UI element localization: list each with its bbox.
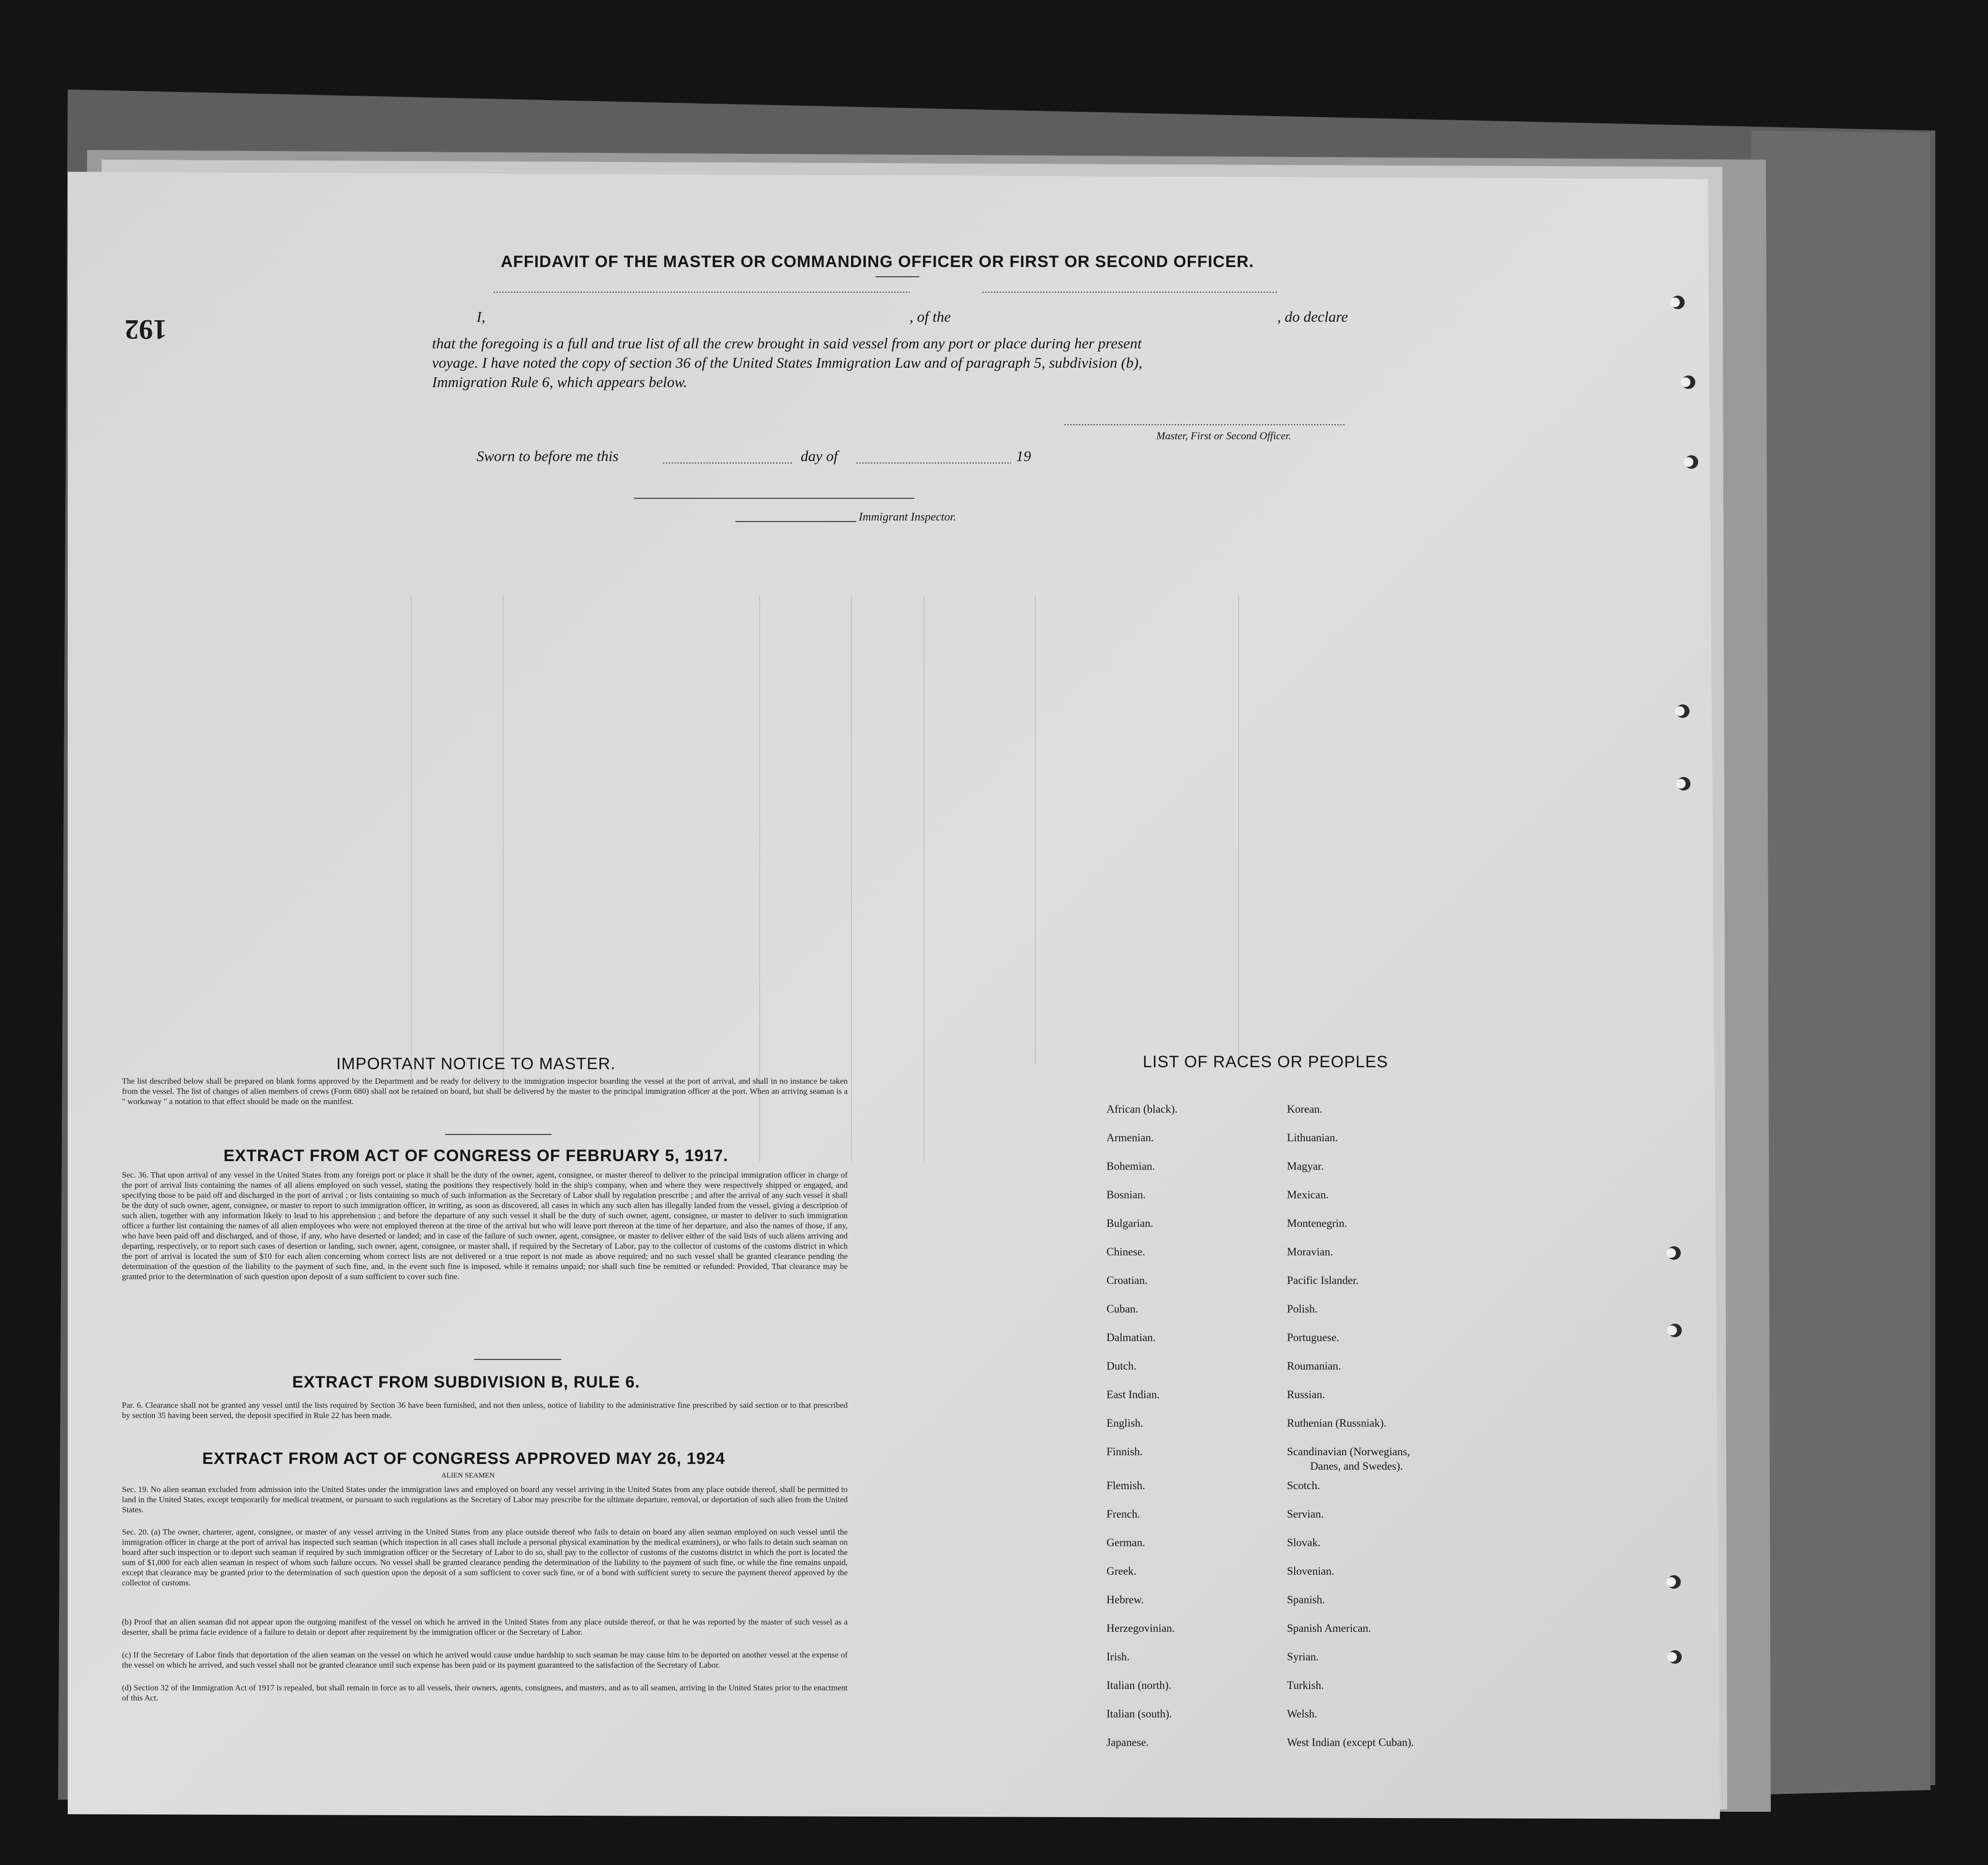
extract-1924-sec20d: (d) Section 32 of the Immigration Act of 1917 is repealed, but shall remain in force as to all vessels, their owners, agents, consignees, and masters, and as to all seamen, arriving in the United States prior to the enactment of this Act. (122, 1683, 848, 1702)
race-item: Italian (north). (1106, 1679, 1172, 1691)
race-item: Russian. (1287, 1388, 1325, 1401)
race-item: German. (1106, 1537, 1145, 1549)
race-item: Portuguese. (1287, 1331, 1339, 1343)
race-item: Croatian. (1106, 1274, 1148, 1286)
race-item: African (black). (1106, 1103, 1178, 1115)
affidavit-do-declare: , do declare (1277, 308, 1348, 325)
race-item: Danes, and Swedes). (1310, 1460, 1403, 1472)
signature-label: Master, First or Second Officer. (1156, 430, 1291, 442)
affidavit-of-the: , of the (910, 308, 951, 325)
extract-1924-sec20a: Sec. 20. (a) The owner, charterer, agent, consignee, or master of any vessel arriving in the United States from any place outside thereof who fails to detain on board any alien seaman employed on such vessel until the immigration officer in charge at the port of arrival has inspected such seaman (which inspection in all cases shall include a personal physical examination by the medical examiners), or who fails to detain such seaman on board after such inspection or to deport such seaman if required by such immigration officer or the Secretary of Labor to do so, shall pay to the collector of customs of the customs district in which the port is located the sum of $1,000 for each alien seaman in respect of whom such failure occurs. No vessel shall be granted clearance pending the determination of the liability to the payment of such fine, or while the fine remains unpaid, except that clearance may be granted prior to the determination of such question upon the deposit of a sum sufficient to cover such fine, or of a bond with sufficient surety to secure the payment thereof approved by the collector of customs. (122, 1527, 848, 1587)
race-item: Scotch. (1287, 1479, 1320, 1492)
race-item: Welsh. (1287, 1708, 1317, 1720)
race-item: Dutch. (1106, 1360, 1136, 1372)
race-item: Magyar. (1287, 1160, 1324, 1172)
race-item: Polish. (1287, 1303, 1318, 1315)
affidavit-line-2: voyage. I have noted the copy of section 36 of the United States Immigration Law and of paragraph 5, subdivision (b), (432, 354, 1142, 371)
race-item: Armenian. (1106, 1132, 1154, 1144)
race-item: Bosnian. (1106, 1189, 1146, 1201)
race-item: Korean. (1287, 1103, 1323, 1115)
races-title: LIST OF RACES OR PEOPLES (1143, 1053, 1389, 1071)
race-item: Moravian. (1287, 1246, 1333, 1258)
race-item: Finnish. (1106, 1446, 1143, 1458)
race-item: Flemish. (1106, 1479, 1145, 1492)
race-item: Spanish American. (1287, 1622, 1371, 1634)
race-item: English. (1106, 1417, 1144, 1429)
race-item: Bohemian. (1106, 1160, 1155, 1172)
race-item: Bulgarian. (1106, 1217, 1153, 1229)
race-item: Dalmatian. (1106, 1331, 1156, 1343)
race-item: Scandinavian (Norwegians, (1287, 1446, 1410, 1458)
race-item: Montenegrin. (1287, 1217, 1347, 1229)
race-item: Syrian. (1287, 1651, 1319, 1663)
notice-title: IMPORTANT NOTICE TO MASTER. (336, 1055, 616, 1073)
race-item: Italian (south). (1106, 1708, 1172, 1720)
extract-1917-title: EXTRACT FROM ACT OF CONGRESS OF FEBRUARY 5, 1917. (224, 1147, 729, 1165)
race-item: East Indian. (1106, 1388, 1160, 1401)
inspector-label: Immigrant Inspector. (859, 511, 957, 523)
extract-1924-title: EXTRACT FROM ACT OF CONGRESS APPROVED MAY 26, 1924 (202, 1449, 725, 1468)
race-item: Hebrew. (1106, 1594, 1144, 1606)
extract-1924-sec20b: (b) Proof that an alien seaman did not appear upon the outgoing manifest of the vessel on which he arrived in the United States from any place outside thereof, or that he was reported by the master of such vessel as a deserter, shall be prima facie evidence of a failure to detain or deport after requirement by the immigration officer or the Secretary of Labor. (122, 1617, 848, 1637)
notice-body: The list described below shall be prepared on blank forms approved by the Department and be ready for delivery to the immigration inspector boarding the vessel at the port of arrival, and shall in no instance be taken from the vessel. The list of changes of alien members of crews (Form 680) shall not be retained on board, but shall be delivered by the master to the principal immigration officer at the port. When an arriving seaman is a " workaway " a notation to that effect should be made on the manifest. (122, 1076, 848, 1106)
affidavit-i: I, (477, 308, 486, 325)
race-item: Lithuanian. (1287, 1132, 1338, 1144)
day-of-label: day of (801, 448, 838, 464)
race-item: Servian. (1287, 1508, 1324, 1520)
race-item: Herzegovinian. (1106, 1622, 1175, 1634)
affidavit-line-3: Immigration Rule 6, which appears below. (432, 373, 688, 390)
extract-1924-sec19: Sec. 19. No alien seaman excluded from admission into the United States under the immigration laws and employed on board any vessel arriving in the United States from any place outside thereof, shall be permitted to land in the United States, except temporarily for medical treatment, or pursuant to such regulations as the Secretary of Labor may prescribe for the ultimate departure, removal, or deportation of such alien from the United States. (122, 1485, 848, 1514)
race-item: Roumanian. (1287, 1360, 1341, 1372)
year-label: 19 (1016, 448, 1031, 464)
race-item: Slovenian. (1287, 1565, 1334, 1577)
race-item: Chinese. (1106, 1246, 1145, 1258)
affidavit-line-1: that the foregoing is a full and true list of all the crew brought in said vessel from any port or place during her present (432, 335, 1142, 352)
extract-1917-body: Sec. 36. That upon arrival of any vessel in the United States from any foreign port or place it shall be the duty of the owner, agent, consignee, or master thereof to deliver to the principal immigration officer in charge of the port of arrival lists containing the names of all aliens employed on such vessel, stating the positions they respectively hold in the ship's company, when and where they were respectively shipped or engaged, and specifying those to be paid off and discharged in the port of arrival ; or lists containing so much of such information as the Secretary of Labor shall by regulation prescribe ; and after the arrival of any such vessel it shall be the duty of such owner, agent, consignee, or master to report to such immigration officer, in writing, as soon as discovered, all cases in which any such alien has illegally landed from the vessel, giving a description of such alien, together with any information likely to lead to his apprehension ; and before the departure of any such vessel it shall be the duty of such owner, agent, consignee, or master to deliver to such immigration officer a further list containing the names of all alien employees who were not employed thereon at the time of the arrival but who will leave port thereon at the time of her departure, and also the names of those, if any, who have been paid off and discharged, and of those, if any, who have deserted or landed; and in case of the failure of such owner, agent, consignee, or master to deliver either of the said lists of such aliens arriving and departing, respectively, or to report such cases of desertion or landing, such owner, agent, consignee, or master shall, if required by the Secretary of Labor, pay to the collector of customs of the customs district in which the port of arrival is located the sum of $10 for each alien concerning whom correct lists are not delivered or a true report is not made as above required; and no such vessel shall be granted clearance pending the determination of the question of the liability to the payment of such fine, and, in the event such fine is imposed, while it remains unpaid; nor shall such fine be remitted or refunded: Provided, That clearance may be granted prior to the determination of such question upon deposit of a sum sufficient to cover such fine. (122, 1170, 848, 1281)
race-item: Greek. (1106, 1565, 1136, 1577)
race-item: West Indian (except Cuban). (1287, 1736, 1414, 1748)
affidavit-title: AFFIDAVIT OF THE MASTER OR COMMANDING OFFICER OR FIRST OR SECOND OFFICER. (501, 253, 1254, 271)
sworn-label: Sworn to before me this (477, 448, 619, 464)
extract-rule6-title: EXTRACT FROM SUBDIVISION B, RULE 6. (292, 1373, 640, 1391)
race-item: Cuban. (1106, 1303, 1138, 1315)
page-number: 192 (125, 314, 167, 345)
race-item: Pacific Islander. (1287, 1274, 1359, 1286)
race-item: Japanese. (1106, 1736, 1149, 1748)
race-item: Mexican. (1287, 1189, 1329, 1201)
race-item: Ruthenian (Russniak). (1287, 1417, 1387, 1429)
race-item: Irish. (1106, 1651, 1130, 1663)
race-item: French. (1106, 1508, 1140, 1520)
extract-rule6-body: Par. 6. Clearance shall not be granted any vessel until the lists required by Section 36 have been furnished, and not then unless, notice of liability to the administrative fine prescribed by said section or to that prescribed by section 35 having been served, the deposit specified in Rule 22 has been made. (122, 1401, 848, 1420)
extract-1924-sec20c: (c) If the Secretary of Labor finds that deportation of the alien seaman on the vessel on which he arrived would cause undue hardship to such seaman he may cause him to be deported on another vessel at the expense of the vessel on which he arrived, and such vessel shall not be granted clearance until such expense has been paid or its payment guaranteed to the satisfaction of the Secretary of Labor. (122, 1650, 848, 1670)
race-item: Slovak. (1287, 1537, 1321, 1549)
race-item: Turkish. (1287, 1679, 1324, 1691)
race-item: Spanish. (1287, 1594, 1325, 1606)
extract-1924-subtitle: ALIEN SEAMEN (441, 1472, 495, 1479)
